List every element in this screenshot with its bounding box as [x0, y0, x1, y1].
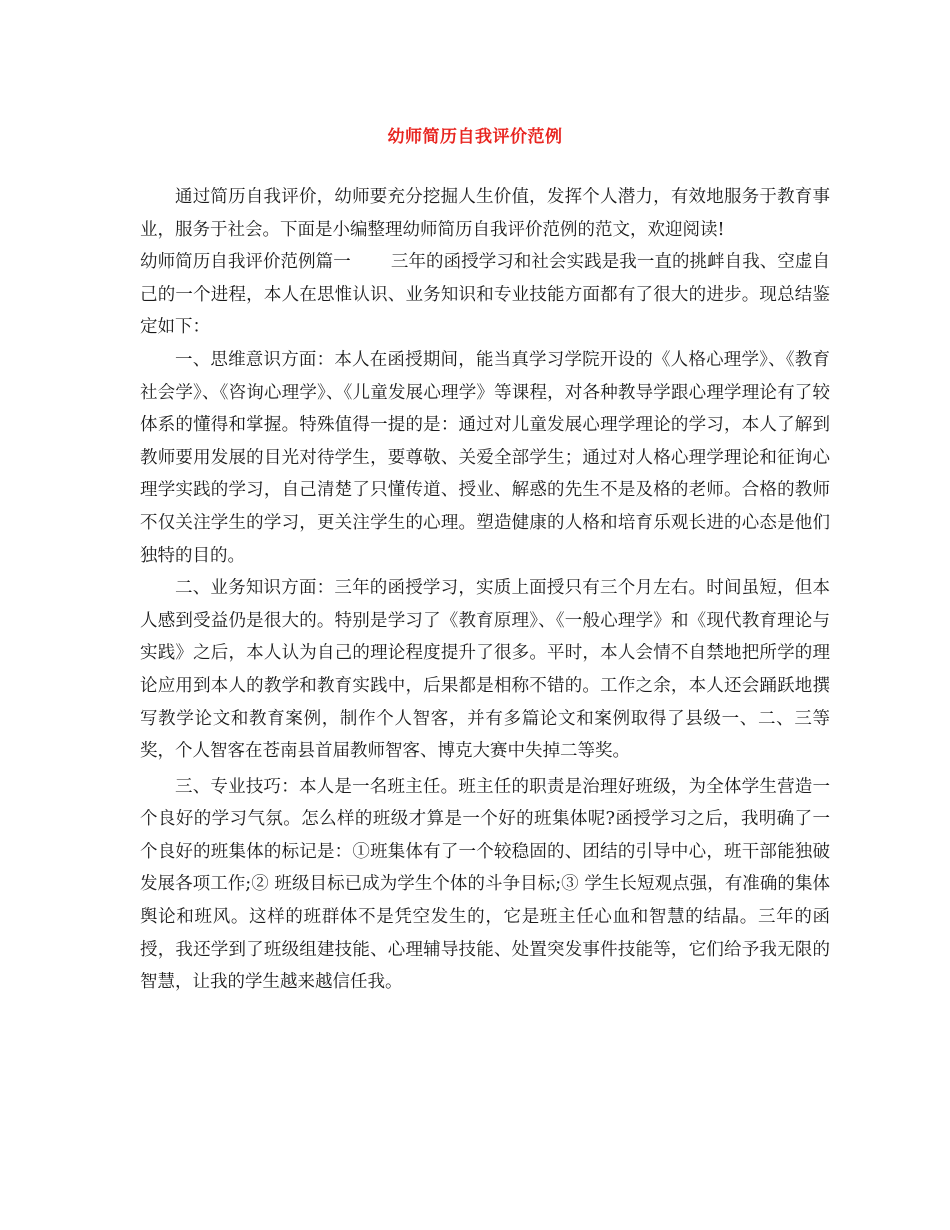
- section-label: 幼师简历自我评价范例篇一: [140, 252, 351, 273]
- document-title: 幼师简历自我评价范例: [387, 127, 563, 147]
- document-body: [140, 181, 830, 999]
- paragraph-knowledge: 二、业务知识方面：三年的函授学习，实质上面授只有三个月左右。时间虽短，但本人感到受益仍是很大的。特别是学习了《教育原理》、《一般心理学》和《现代教育理论与实践》之后，本人认为自己的理论程度提升了很多。平时，本人会情不自禁地把所学的理论应用到本人的教学和教育实践中，后果都是相称不错的。工作之余，本人还会踊跃地撰写教学论文和教育案例，制作个人智客，并有多篇论文和案例取得了县级一、二、三等奖，个人智客在苍南县首届教师智客、博克大赛中失掉二等奖。: [140, 578, 830, 762]
- paragraph-thinking: 一、思维意识方面：本人在函授期间，能当真学习学院开设的《人格心理学》、《教育社会学》、《咨询心理学》、《儿童发展心理学》等课程，对各种教导学跟心理学理论有了较体系的懂得和掌握。特殊值得一提的是：通过对儿童发展心理学理论的学习，本人了解到教师要用发展的目光对待学生，要尊敬、关爱全部学生；通过对人格心理学理论和征询心理学实践的学习，自己清楚了只懂传道、授业、解惑的先生不是及格的老师。合格的教师不仅关注学生的学习，更关注学生的心理。塑造健康的人格和培育乐观长进的心态是他们独特的目的。: [140, 349, 830, 566]
- section-lead: 三年的函授学习和社会实践是我一直的挑衅自我、空虚自己的一个进程，本人在思惟认识、业务知识和专业技能方面都有了很大的进步。现总结鉴定如下：: [140, 252, 830, 338]
- page-content: [140, 0, 830, 1230]
- intro-paragraph: 通过简历自我评价，幼师要充分挖掘人生价值，发挥个人潜力，有效地服务于教育事业，服务于社会。下面是小编整理幼师简历自我评价范例的范文，欢迎阅读!: [140, 187, 830, 240]
- section-paragraph: [140, 246, 830, 344]
- paragraph-skills: 三、专业技巧：本人是一名班主任。班主任的职责是治理好班级，为全体学生营造一个良好的学习气氛。怎么样的班级才算是一个好的班集体呢?函授学习之后，我明确了一个良好的班集体的标记是：①班集体有了一个较稳固的、团结的引导中心，班干部能独破发展各项工作;② 班级目标已成为学生个体的斗争目标;③ 学生长短观点强，有准确的集体舆论和班风。这样的班群体不是凭空发生的，它是班主任心血和智慧的结晶。三年的函授，我还学到了班级组建技能、心理辅导技能、处置突发事件技能等，它们给予我无限的智慧，让我的学生越来越信任我。: [140, 776, 830, 993]
